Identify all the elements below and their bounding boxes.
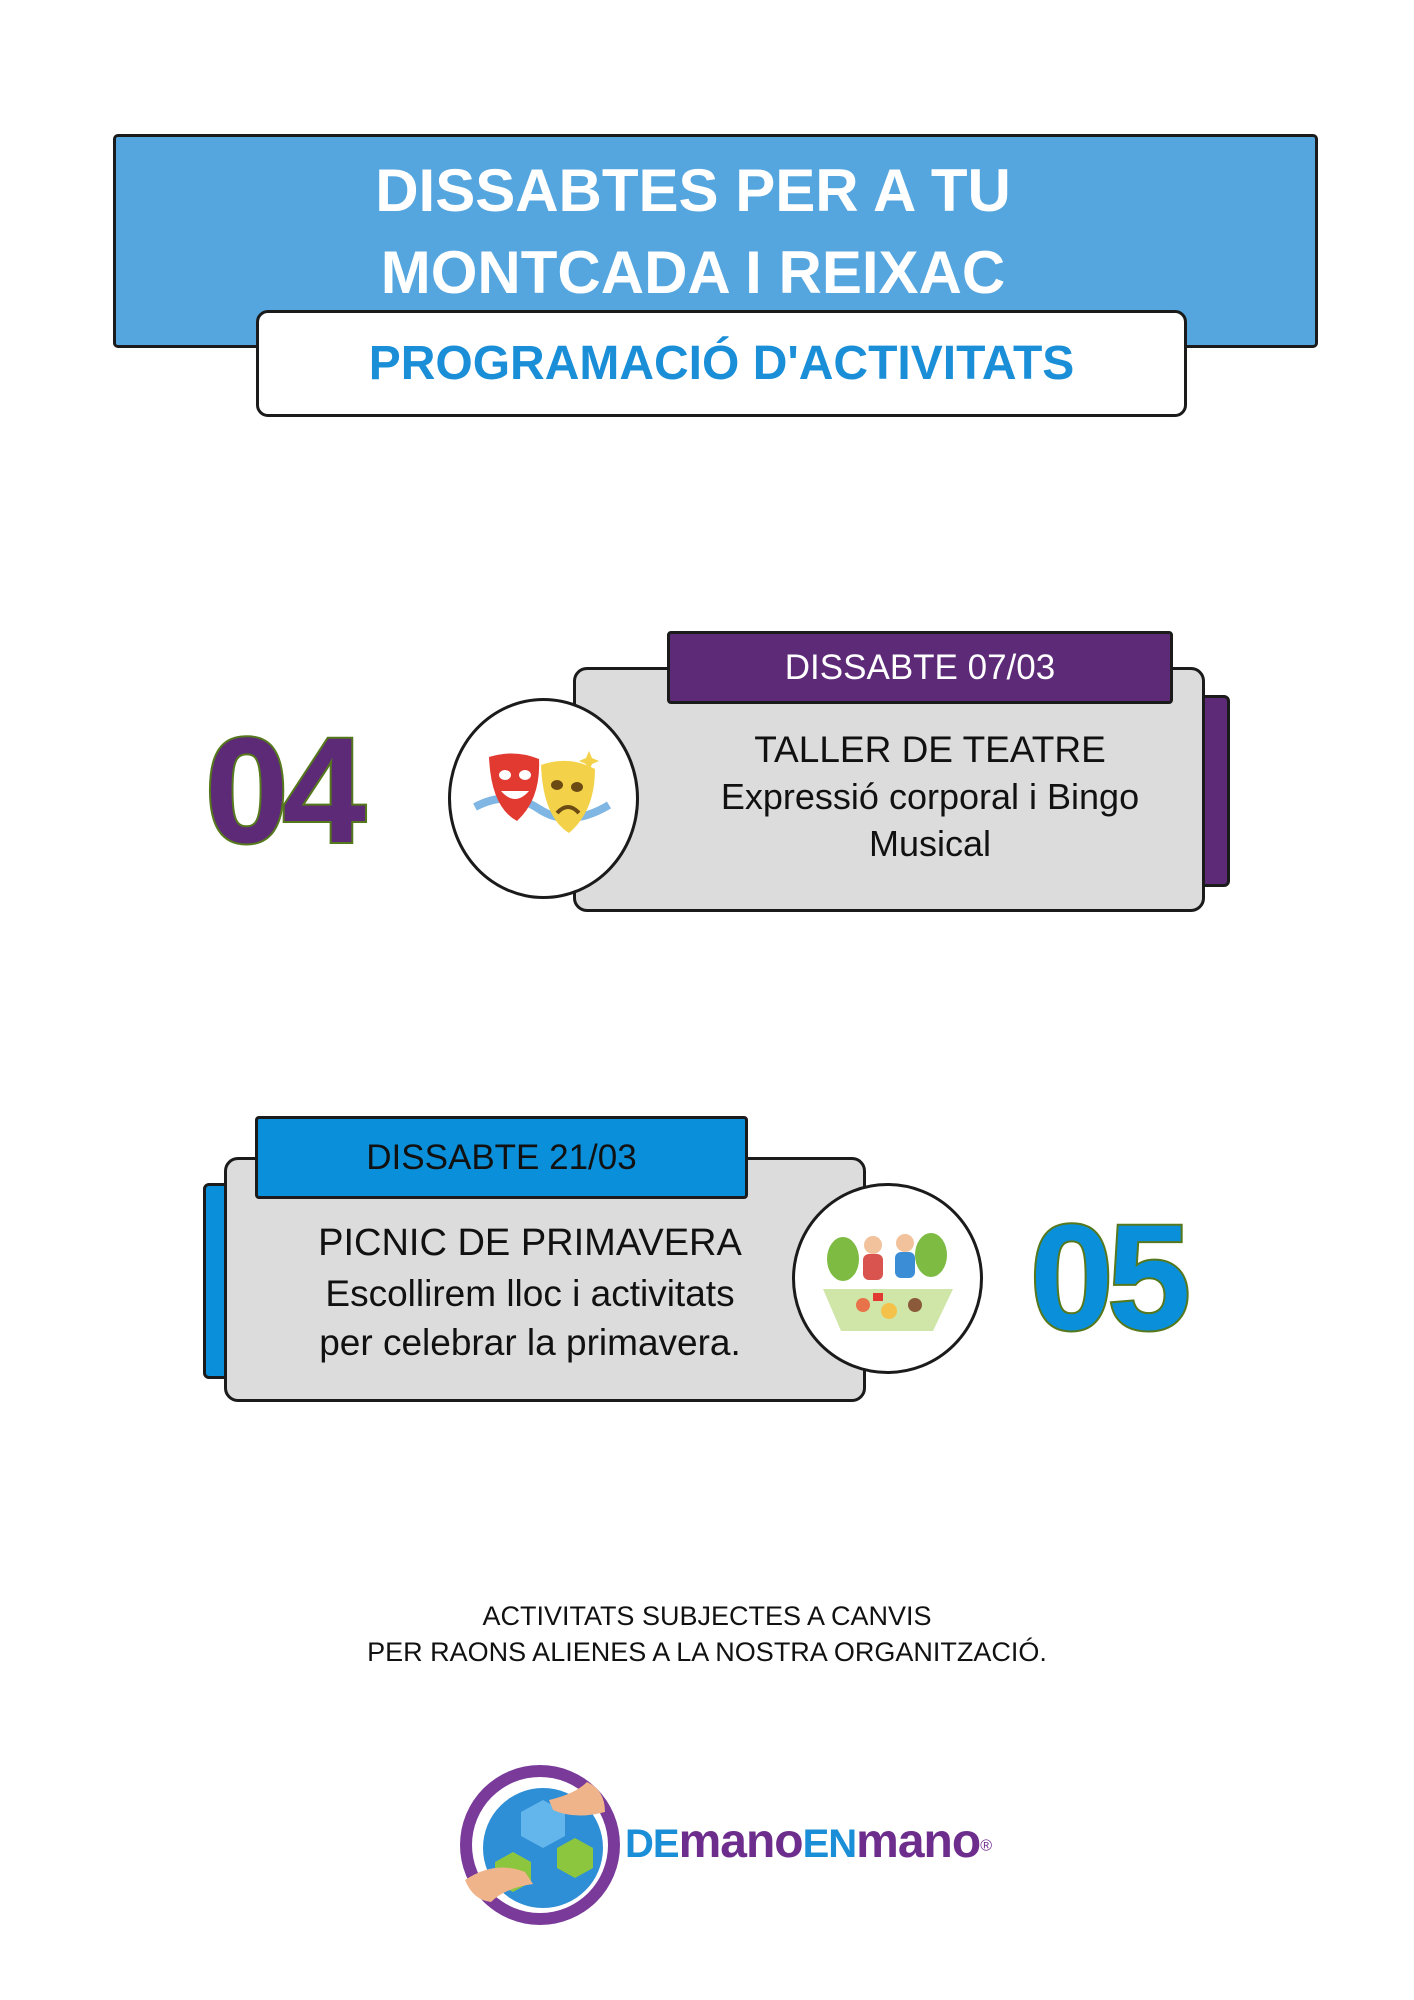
activity-title: TALLER DE TEATRE — [754, 729, 1106, 770]
activity-desc-1: Escollirem lloc i activitats — [325, 1273, 735, 1314]
activity-date-tag — [667, 631, 1173, 704]
disclaimer-line-2: PER RAONS ALIENES A LA NOSTRA ORGANITZACIÓ. — [367, 1637, 1047, 1667]
activity-number: 04 — [205, 706, 360, 874]
activity-image — [792, 1183, 983, 1374]
theater-masks-icon — [469, 729, 619, 869]
globe-hands-icon — [455, 1760, 625, 1930]
activity-desc-2: Musical — [868, 823, 992, 864]
activity-title: PICNIC DE PRIMAVERA — [318, 1222, 742, 1264]
page-title — [113, 150, 1273, 314]
disclaimer — [0, 1598, 1414, 1670]
activity-date-tag — [255, 1116, 748, 1199]
picnic-icon — [813, 1219, 963, 1339]
logo-en: EN — [802, 1822, 857, 1866]
subtitle-box — [256, 310, 1187, 417]
activity-date: DISSABTE 07/03 — [784, 647, 1056, 687]
activity-text — [660, 726, 1200, 867]
logo-mano-1: mano — [678, 1815, 803, 1868]
activity-date: DISSABTE 21/03 — [366, 1137, 637, 1177]
disclaimer-line-1: ACTIVITATS SUBJECTES A CANVIS — [482, 1601, 932, 1631]
logo-emblem — [455, 1760, 625, 1930]
activity-desc-1: Expressió corporal i Bingo — [720, 776, 1140, 817]
activity-number: 05 — [1030, 1193, 1185, 1361]
activity-text — [290, 1217, 770, 1367]
logo-wordmark — [625, 1814, 992, 1878]
subtitle: PROGRAMACIÓ D'ACTIVITATS — [368, 337, 1075, 390]
registered-mark: ® — [980, 1837, 992, 1855]
activity-image — [448, 698, 639, 899]
title-line-1: DISSABTES PER A TU — [375, 157, 1011, 224]
activity-desc-2: per celebrar la primavera. — [319, 1322, 741, 1363]
logo-mano-2: mano — [856, 1815, 981, 1868]
logo-de: DE — [625, 1822, 679, 1866]
title-line-2: MONTCADA I REIXAC — [380, 239, 1006, 306]
